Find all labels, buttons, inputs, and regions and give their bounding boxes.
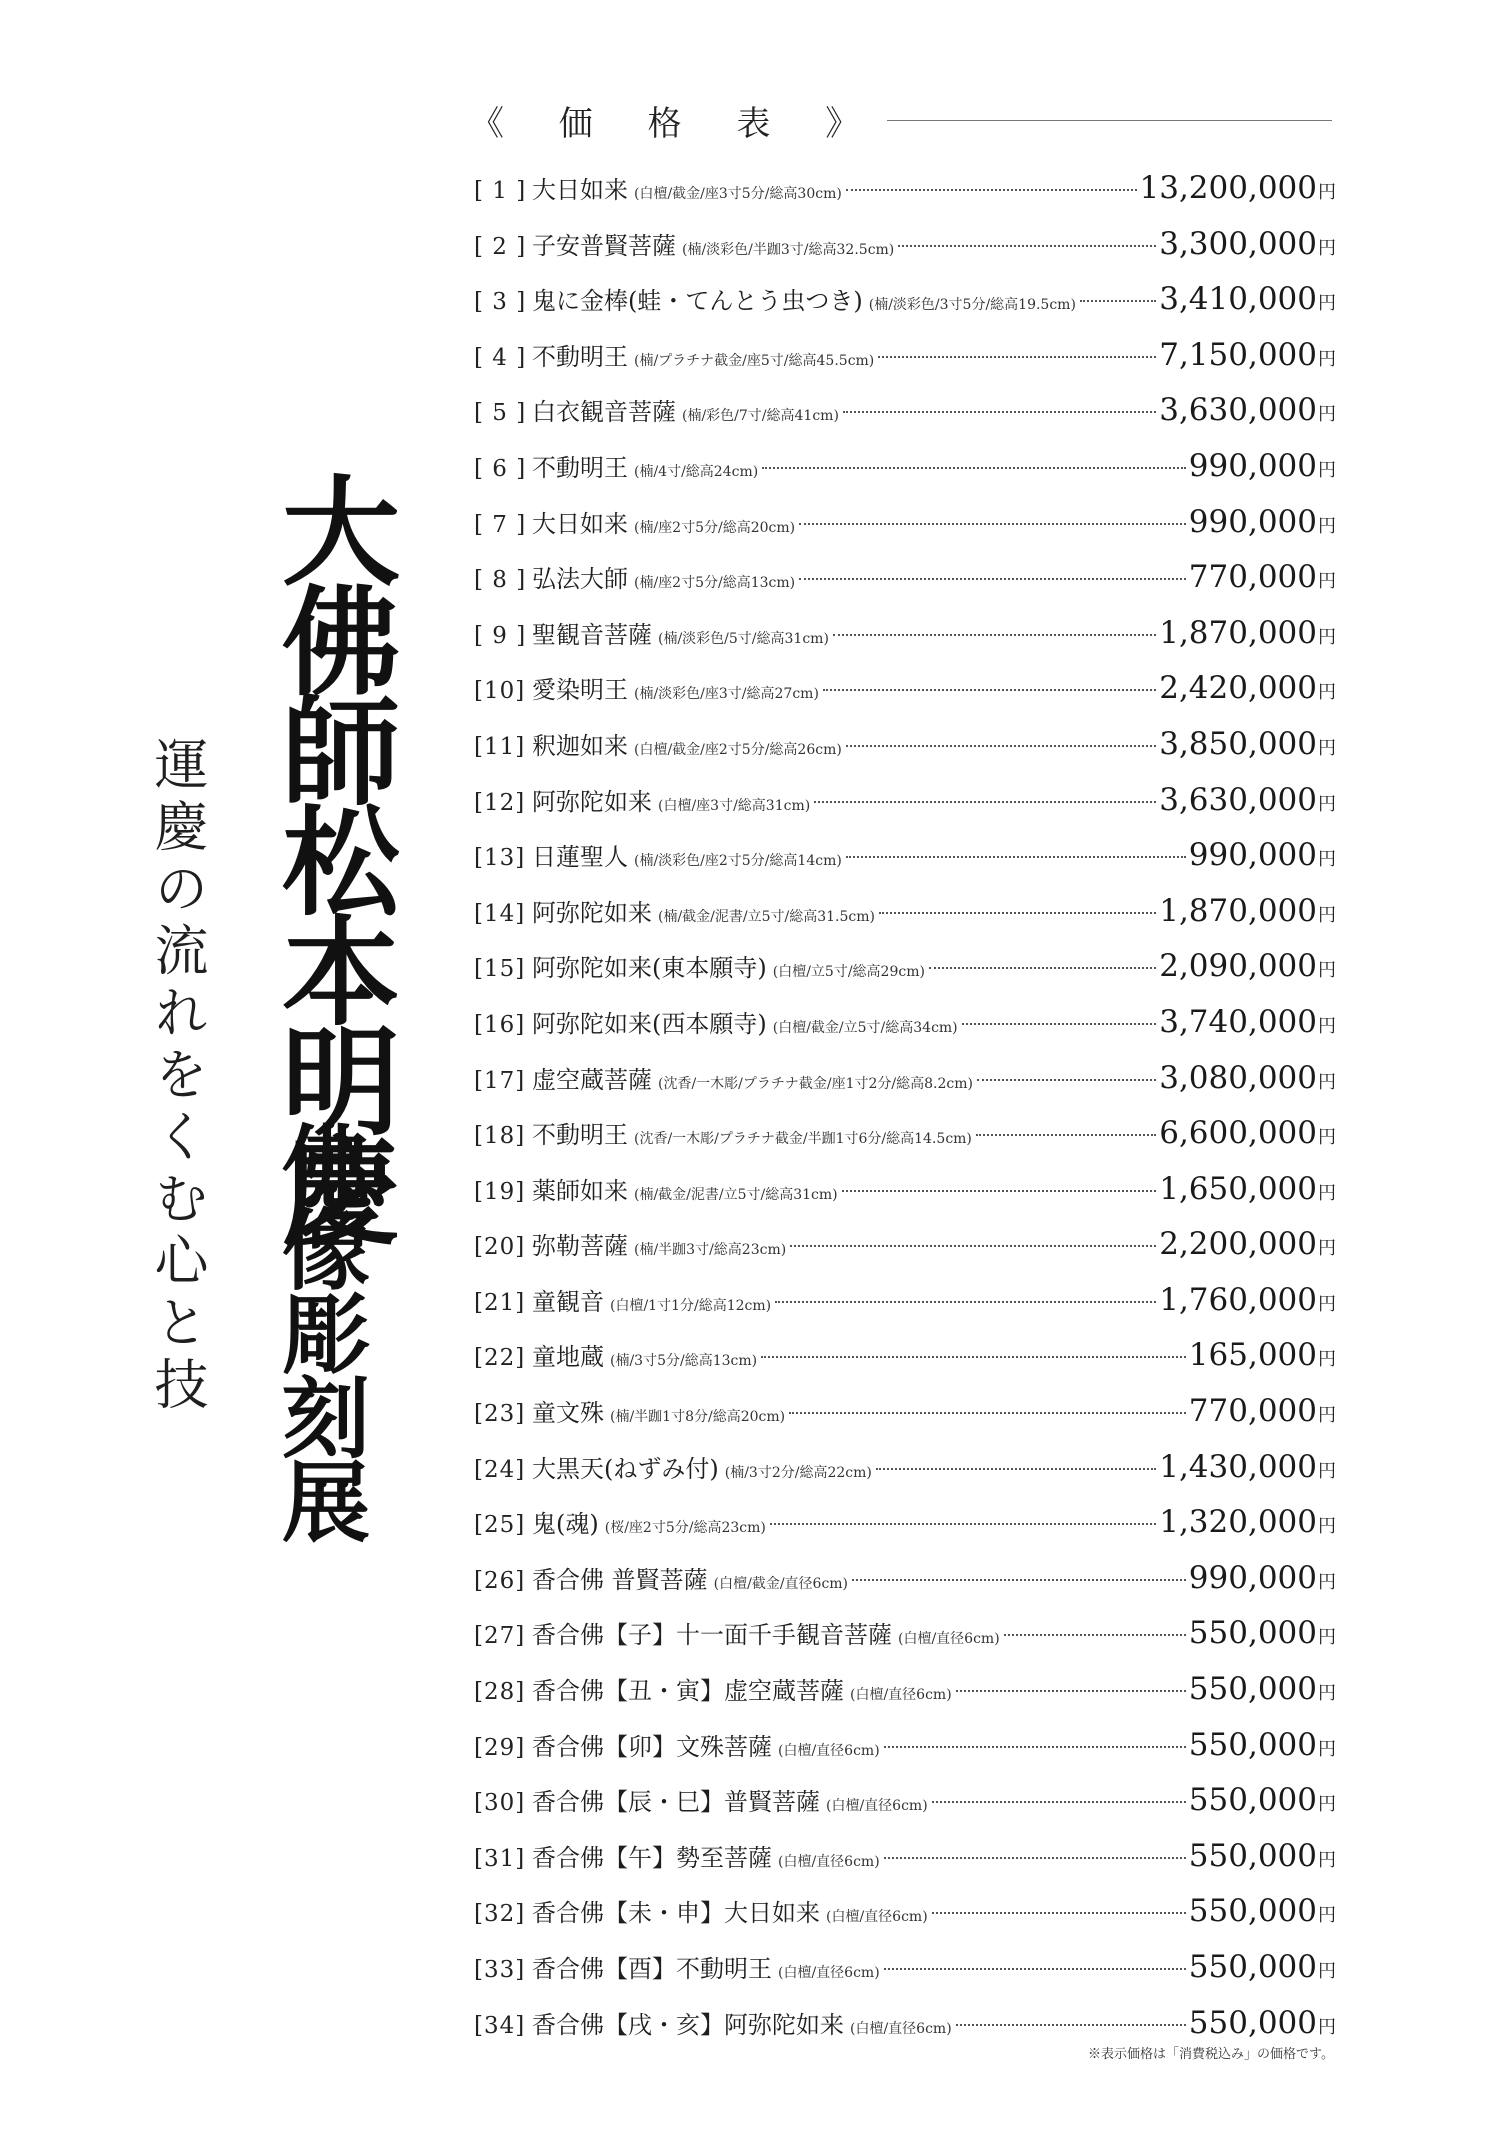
item-number: [19]: [474, 1178, 526, 1205]
currency-unit: 円: [1318, 1571, 1336, 1593]
currency-unit: 円: [1318, 1905, 1336, 1927]
currency-unit: 円: [1318, 1238, 1336, 1260]
currency-unit: 円: [1318, 1405, 1336, 1427]
item-price: 3,080,000: [1159, 1059, 1317, 1096]
exhibition-title: 佛像彫刻展: [268, 1120, 372, 1540]
leader-dots: [842, 1190, 1157, 1192]
item-spec: (楠/彩色/7寸/総高41cm): [682, 408, 839, 425]
item-price: 165,000: [1188, 1337, 1317, 1374]
leader-dots: [770, 1523, 1156, 1525]
currency-unit: 円: [1318, 1460, 1336, 1482]
item-number: [31]: [474, 1845, 526, 1872]
item-price: 550,000: [1188, 1615, 1317, 1652]
leader-dots: [884, 1857, 1186, 1859]
item-price: 550,000: [1188, 2004, 1317, 2041]
price-row: [474, 1226, 1336, 1282]
item-spec: (白檀/直径6cm): [826, 1798, 928, 1815]
price-row: [474, 1615, 1336, 1671]
currency-unit: 円: [1318, 904, 1336, 926]
price-row: [474, 281, 1336, 337]
item-number: [17]: [474, 1067, 526, 1094]
item-number: [12]: [474, 789, 526, 816]
item-number: [ 1 ]: [474, 178, 527, 204]
currency-unit: 円: [1318, 737, 1336, 759]
price-row: [474, 1115, 1336, 1171]
tax-note: ※表示価格は「消費税込み」の価格です。: [1088, 2047, 1334, 2062]
item-name: 薬師如来: [532, 1176, 628, 1205]
item-spec: (楠/3寸2分/総高22cm): [724, 1464, 872, 1481]
item-name: 不動明王: [532, 342, 628, 371]
item-spec: (楠/截金/泥書/立5寸/総高31.5cm): [658, 908, 875, 925]
item-spec: (白檀/1寸1分/総高12cm): [610, 1297, 772, 1314]
price-row: [474, 1393, 1336, 1449]
item-price: 550,000: [1188, 1726, 1317, 1763]
currency-unit: 円: [1318, 682, 1336, 704]
price-row: [474, 1171, 1336, 1227]
item-name: 聖観音菩薩: [532, 620, 652, 649]
item-number: [22]: [474, 1345, 526, 1372]
price-row: [474, 1782, 1336, 1838]
price-row: [474, 1671, 1336, 1727]
item-price: 2,200,000: [1159, 1226, 1317, 1263]
artist-title: 大佛師松本明慶: [262, 470, 401, 1240]
leader-dots: [846, 856, 1186, 858]
item-price: 3,630,000: [1159, 781, 1317, 818]
price-list-heading: [470, 92, 1332, 148]
item-number: [27]: [474, 1623, 526, 1650]
item-price: 1,870,000: [1159, 614, 1317, 651]
item-price: 990,000: [1188, 447, 1317, 484]
item-name: 阿弥陀如来: [532, 898, 652, 927]
price-row: [474, 1560, 1336, 1616]
leader-dots: [929, 967, 1156, 969]
item-number: [32]: [474, 1901, 526, 1928]
item-spec: (白檀/直径6cm): [778, 1742, 880, 1759]
leader-dots: [852, 1579, 1186, 1581]
item-spec: (白檀/直径6cm): [826, 1909, 928, 1926]
item-price: 7,150,000: [1159, 336, 1317, 373]
leader-dots: [884, 1968, 1186, 1970]
item-price: 1,760,000: [1159, 1281, 1317, 1318]
item-spec: (白檀/直径6cm): [850, 2020, 952, 2037]
item-spec: (楠/半跏3寸/総高23cm): [634, 1242, 787, 1259]
price-row: [474, 948, 1336, 1004]
currency-unit: 円: [1318, 404, 1336, 426]
item-number: [33]: [474, 1957, 526, 1983]
item-name: 香合佛【酉】不動明王: [532, 1955, 772, 1983]
item-name: 阿弥陀如来: [532, 787, 652, 816]
item-name: 弥勒菩薩: [532, 1232, 628, 1261]
item-name: 阿弥陀如来(東本願寺): [532, 954, 767, 983]
currency-unit: 円: [1318, 1349, 1336, 1371]
item-price: 550,000: [1188, 1782, 1317, 1819]
item-spec: (楠/淡彩色/座3寸/総高27cm): [634, 686, 819, 703]
item-name: 香合佛【子】十一面千手観音菩薩: [532, 1621, 892, 1650]
item-number: [ 9 ]: [474, 622, 527, 649]
item-number: [25]: [474, 1512, 526, 1539]
price-row: [474, 504, 1336, 560]
item-name: 日蓮聖人: [532, 843, 628, 872]
item-spec: (楠/截金/泥書/立5寸/総高31cm): [634, 1186, 838, 1203]
leader-dots: [846, 189, 1137, 191]
item-name: 香合佛 普賢菩薩: [532, 1565, 708, 1594]
item-name: 大黒天(ねずみ付): [532, 1454, 719, 1483]
item-spec: (楠/淡彩色/半跏3寸/総高32.5cm): [682, 241, 895, 258]
currency-unit: 円: [1318, 960, 1336, 982]
currency-unit: 円: [1318, 1015, 1336, 1037]
item-number: [18]: [474, 1123, 526, 1150]
price-row: [474, 1060, 1336, 1116]
item-price: 13,200,000: [1139, 170, 1317, 206]
leader-dots: [843, 411, 1156, 413]
item-name: 弘法大師: [532, 565, 628, 594]
item-price: 2,420,000: [1159, 670, 1317, 707]
item-number: [ 7 ]: [474, 511, 527, 538]
exhibition-subtitle: 運慶の流れをくむ心と技: [146, 736, 209, 1418]
item-name: 鬼に金棒(蛙・てんとう虫つき): [532, 287, 863, 316]
item-name: 不動明王: [532, 453, 628, 482]
item-price: 3,630,000: [1159, 392, 1317, 429]
item-number: [10]: [474, 678, 526, 705]
item-price: 770,000: [1188, 1393, 1317, 1430]
price-row: [474, 1893, 1336, 1949]
currency-unit: 円: [1318, 793, 1336, 815]
currency-unit: 円: [1318, 237, 1336, 259]
item-price: 3,410,000: [1159, 281, 1317, 318]
item-spec: (楠/淡彩色/3寸5分/総高19.5cm): [868, 297, 1076, 314]
leader-dots: [898, 245, 1156, 247]
item-number: [ 3 ]: [474, 289, 527, 316]
price-row: [474, 893, 1336, 949]
item-name: 白衣観音菩薩: [532, 398, 676, 427]
price-row: [474, 1004, 1336, 1060]
item-number: [34]: [474, 2012, 526, 2039]
currency-unit: 円: [1318, 1127, 1336, 1149]
leader-dots: [1004, 1634, 1186, 1636]
leader-dots: [762, 467, 1186, 469]
item-number: [14]: [474, 900, 526, 927]
item-price: 550,000: [1188, 1893, 1317, 1930]
item-name: 愛染明王: [532, 676, 628, 705]
leader-dots: [878, 356, 1156, 358]
item-number: [26]: [474, 1567, 526, 1594]
leader-dots: [799, 523, 1186, 525]
heading-rule: [887, 120, 1332, 121]
item-name: 童観音: [532, 1287, 604, 1316]
price-row: [474, 1727, 1336, 1783]
item-name: 童地蔵: [532, 1343, 604, 1372]
price-row: [474, 448, 1336, 504]
price-row: [474, 226, 1336, 282]
item-name: 阿弥陀如来(西本願寺): [532, 1009, 767, 1038]
currency-unit: 円: [1318, 1293, 1336, 1315]
item-name: 香合佛【戌・亥】阿弥陀如来: [532, 2010, 844, 2039]
item-spec: (楠/4寸/総高24cm): [634, 463, 759, 480]
leader-dots: [879, 912, 1156, 914]
item-spec: (桜/座2寸5分/総高23cm): [604, 1520, 766, 1537]
item-spec: (楠/3寸5分/総高13cm): [610, 1353, 758, 1370]
leader-dots: [932, 1912, 1186, 1914]
item-name: 大日如来: [532, 176, 628, 204]
item-number: [21]: [474, 1289, 526, 1316]
item-number: [ 2 ]: [474, 233, 527, 260]
item-number: [15]: [474, 956, 526, 983]
leader-dots: [876, 1468, 1156, 1470]
item-spec: (楠/プラチナ截金/座5寸/総高45.5cm): [634, 352, 875, 369]
currency-unit: 円: [1318, 293, 1336, 315]
item-spec: (白檀/座3寸/総高31cm): [658, 797, 811, 814]
price-row: [474, 559, 1336, 615]
item-spec: (白檀/截金/座2寸5分/総高26cm): [634, 741, 842, 758]
heading-title: 《 価 格 表 》: [470, 103, 882, 144]
price-row: [474, 337, 1336, 393]
item-price: 550,000: [1188, 1671, 1317, 1708]
leader-dots: [932, 1801, 1186, 1803]
currency-unit: 円: [1318, 1849, 1336, 1871]
item-price: 990,000: [1188, 1559, 1317, 1596]
item-spec: (白檀/截金/座3寸5分/総高30cm): [634, 186, 842, 202]
item-price: 3,300,000: [1159, 225, 1317, 262]
item-price: 550,000: [1188, 1837, 1317, 1874]
currency-unit: 円: [1318, 1683, 1336, 1705]
currency-unit: 円: [1318, 1961, 1336, 1982]
item-name: 鬼(魂): [532, 1510, 599, 1539]
currency-unit: 円: [1318, 459, 1336, 481]
item-name: 不動明王: [532, 1121, 628, 1150]
item-price: 3,740,000: [1159, 1003, 1317, 1040]
item-spec: (白檀/直径6cm): [898, 1631, 1000, 1648]
leader-dots: [799, 578, 1186, 580]
item-spec: (白檀/直径6cm): [778, 1965, 880, 1981]
price-row: [474, 1282, 1336, 1338]
currency-unit: 円: [1318, 849, 1336, 871]
item-name: 香合佛【丑・寅】虚空蔵菩薩: [532, 1677, 844, 1706]
item-number: [ 8 ]: [474, 567, 527, 594]
currency-unit: 円: [1318, 515, 1336, 537]
item-name: 香合佛【辰・巳】普賢菩薩: [532, 1788, 820, 1817]
currency-unit: 円: [1318, 1182, 1336, 1204]
item-price: 550,000: [1188, 1949, 1317, 1985]
price-row: [474, 1337, 1336, 1393]
leader-dots: [846, 745, 1156, 747]
item-number: [16]: [474, 1011, 526, 1038]
item-name: 大日如来: [532, 509, 628, 538]
leader-dots: [962, 1023, 1157, 1025]
price-row: [474, 1449, 1336, 1505]
item-spec: (沈香/一木彫/プラチナ截金/座1寸2分/総高8.2cm): [658, 1075, 973, 1092]
leader-dots: [976, 1134, 1156, 1136]
item-name: 虚空蔵菩薩: [532, 1065, 652, 1094]
item-number: [23]: [474, 1401, 526, 1428]
item-spec: (楠/座2寸5分/総高13cm): [634, 575, 796, 592]
item-price: 3,850,000: [1159, 725, 1317, 762]
price-row: [474, 170, 1336, 226]
item-spec: (楠/淡彩色/座2寸5分/総高14cm): [634, 853, 842, 870]
price-row: [474, 782, 1336, 838]
item-number: [ 5 ]: [474, 400, 527, 427]
item-number: [13]: [474, 845, 526, 872]
item-spec: (楠/淡彩色/5寸/総高31cm): [658, 630, 829, 647]
leader-dots: [956, 2024, 1186, 2026]
item-price: 6,600,000: [1159, 1115, 1317, 1152]
price-row: [474, 392, 1336, 448]
currency-unit: 円: [1318, 182, 1336, 203]
item-price: 1,430,000: [1159, 1448, 1317, 1485]
item-price: 1,870,000: [1159, 892, 1317, 929]
price-row: [474, 1504, 1336, 1560]
item-number: [29]: [474, 1734, 526, 1761]
price-row: [474, 1949, 1336, 2005]
price-row: [474, 726, 1336, 782]
item-name: 童文殊: [532, 1399, 604, 1428]
price-row: [474, 837, 1336, 893]
leader-dots: [977, 1079, 1156, 1081]
item-number: [30]: [474, 1790, 526, 1817]
leader-dots: [823, 689, 1156, 691]
item-name: 香合佛【午】勢至菩薩: [532, 1843, 772, 1872]
currency-unit: 円: [1318, 1738, 1336, 1760]
currency-unit: 円: [1318, 1627, 1336, 1649]
item-number: [ 4 ]: [474, 344, 527, 371]
item-price: 990,000: [1188, 503, 1317, 540]
item-name: 釈迦如来: [532, 731, 628, 760]
item-price: 1,320,000: [1159, 1504, 1317, 1541]
currency-unit: 円: [1318, 2016, 1336, 2038]
price-list: [474, 170, 1336, 2060]
leader-dots: [761, 1356, 1186, 1358]
item-name: 子安普賢菩薩: [532, 231, 676, 260]
item-spec: (沈香/一木彫/プラチナ截金/半跏1寸6分/総高14.5cm): [634, 1131, 972, 1148]
item-number: [28]: [474, 1679, 526, 1706]
leader-dots: [956, 1690, 1186, 1692]
item-number: [11]: [474, 733, 526, 760]
currency-unit: 円: [1318, 348, 1336, 370]
item-name: 香合佛【未・申】大日如来: [532, 1899, 820, 1928]
price-row: [474, 670, 1336, 726]
item-name: 香合佛【卯】文殊菩薩: [532, 1732, 772, 1761]
item-price: 1,650,000: [1159, 1170, 1317, 1207]
item-number: [24]: [474, 1456, 526, 1483]
currency-unit: 円: [1318, 626, 1336, 648]
item-spec: (白檀/立5寸/総高29cm): [772, 964, 925, 981]
item-price: 990,000: [1188, 837, 1317, 874]
currency-unit: 円: [1318, 1516, 1336, 1538]
leader-dots: [833, 634, 1156, 636]
item-number: [20]: [474, 1234, 526, 1261]
item-price: 2,090,000: [1159, 948, 1317, 985]
leader-dots: [1080, 300, 1156, 302]
leader-dots: [790, 1245, 1156, 1247]
leader-dots: [789, 1412, 1186, 1414]
price-row: [474, 1838, 1336, 1894]
leader-dots: [884, 1746, 1186, 1748]
currency-unit: 円: [1318, 1794, 1336, 1816]
item-spec: (白檀/截金/立5寸/総高34cm): [772, 1019, 958, 1036]
price-row: [474, 615, 1336, 671]
item-spec: (楠/座2寸5分/総高20cm): [634, 519, 796, 536]
leader-dots: [814, 801, 1156, 803]
item-number: [ 6 ]: [474, 455, 527, 482]
item-spec: (楠/半跏1寸8分/総高20cm): [610, 1409, 786, 1426]
item-spec: (白檀/截金/直径6cm): [713, 1575, 849, 1592]
item-spec: (白檀/直径6cm): [850, 1687, 952, 1704]
item-spec: (白檀/直径6cm): [778, 1853, 880, 1870]
currency-unit: 円: [1318, 1071, 1336, 1093]
leader-dots: [775, 1301, 1156, 1303]
currency-unit: 円: [1318, 571, 1336, 593]
item-price: 770,000: [1188, 559, 1317, 596]
